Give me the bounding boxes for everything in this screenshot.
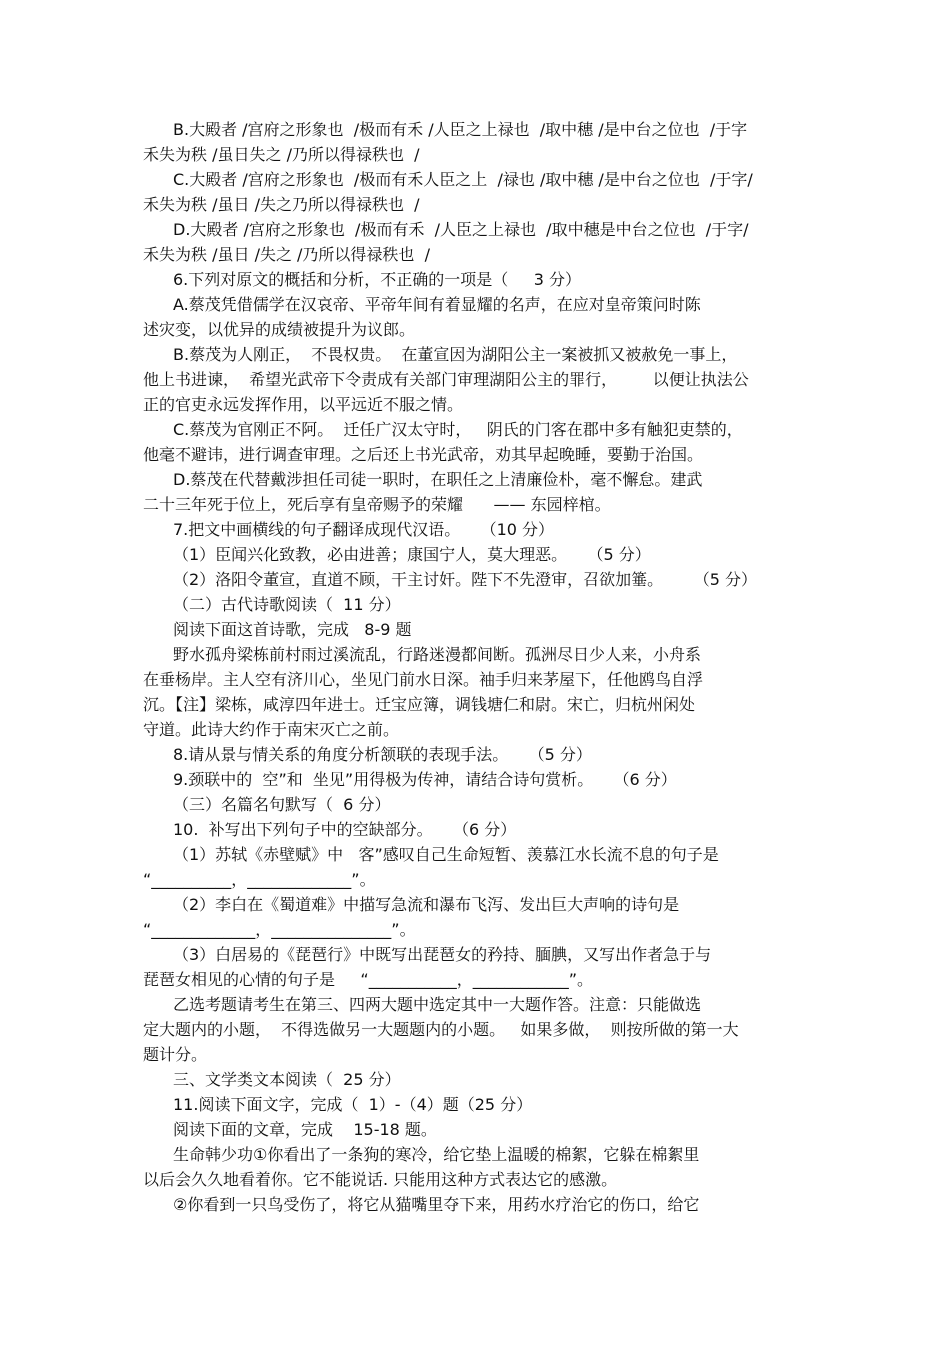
text-line: 题计分。 xyxy=(143,1045,208,1064)
passage-text: 以后会久久地看着你。它不能说话. 只能用这种方式表达它的感激。 xyxy=(143,1170,618,1189)
answer-blank: 琵琶女相见的心情的句子是 “___________，____________”。 xyxy=(143,970,594,989)
text-line: （2）李白在《蜀道难》中描写急流和瀑布飞泻、发出巨大声响的诗句是 xyxy=(173,895,680,914)
text-line: 禾失为秩 /虽日 /失之乃所以得禄秩也 / xyxy=(143,195,420,214)
question-6: 6.下列对原文的概括和分析，不正确的一项是（ 3 分） xyxy=(173,270,581,289)
passage-text: ②你看到一只鸟受伤了，将它从猫嘴里夺下来，用药水疗治它的伤口，给它 xyxy=(173,1195,700,1214)
answer-blank: “_____________，_______________”。 xyxy=(143,920,416,939)
question-8: 8.请从景与情关系的角度分析颔联的表现手法。 （5 分） xyxy=(173,745,592,764)
text-line: （3）白居易的《琵琶行》中既写出琵琶女的矜持、腼腆，又写出作者急于与 xyxy=(173,945,712,964)
text-line: B.大殿者 /宫府之形象也 /极而有禾 /人臣之上禄也 /取中穗 /是中台之位也 /于字 xyxy=(173,120,748,139)
text-line: 阅读下面的文章，完成 15-18 题。 xyxy=(173,1120,437,1139)
passage-text: 生命韩少功①你看出了一条狗的寒冷，给它垫上温暖的棉絮，它躲在棉絮里 xyxy=(173,1145,700,1164)
option-c: C.蔡茂为官刚正不阿。 迁任广汉太守时， 阴氏的门客在郡中多有触犯吏禁的， xyxy=(173,420,743,439)
text-line: （1）臣闻兴化致教，必由进善；康国宁人，莫大理恶。 （5 分） xyxy=(173,545,651,564)
text-line: （1）苏轼《赤壁赋》中 客”感叹自己生命短暂、羡慕江水长流不息的句子是 xyxy=(173,845,719,864)
option-a: A.蔡茂凭借儒学在汉哀帝、平帝年间有着显耀的名声，在应对皇帝策问时陈 xyxy=(173,295,701,314)
poem-text: 在垂杨岸。主人空有济川心，坐见门前水日深。袖手归来茅屋下，任他鸥鸟自浮 xyxy=(143,670,704,689)
question-10: 10. 补写出下列句子中的空缺部分。 （6 分） xyxy=(173,820,517,839)
text-line: 定大题内的小题， 不得选做另一大题题内的小题。 如果多做， 则按所做的第一大 xyxy=(143,1020,739,1039)
text-line: 正的官吏永远发挥作用，以平远近不服之情。 xyxy=(143,395,464,414)
text-line: 二十三年死于位上，死后享有皇帝赐予的荣耀 —— 东园梓棺。 xyxy=(143,495,611,514)
answer-blank: “__________，_____________”。 xyxy=(143,870,376,889)
section-heading: （三）名篇名句默写（ 6 分） xyxy=(173,795,391,814)
poem-text: 守道。此诗大约作于南宋灭亡之前。 xyxy=(143,720,400,739)
text-line: 乙选考题请考生在第三、四两大题中选定其中一大题作答。注意：只能做选 xyxy=(173,995,702,1014)
section-heading: 三、文学类文本阅读（ 25 分） xyxy=(173,1070,401,1089)
question-7: 7.把文中画横线的句子翻译成现代汉语。 （10 分） xyxy=(173,520,555,539)
text-line: 禾失为秩 /虽日 /失之 /乃所以得禄秩也 / xyxy=(143,245,430,264)
text-line: 述灾变，以优异的成绩被提升为议郎。 xyxy=(143,320,416,339)
poem-text: 沉。【注】梁栋，咸淳四年进士。迁宝应簿，调钱塘仁和尉。宋亡，归杭州闲处 xyxy=(143,695,696,714)
section-heading: （二）古代诗歌阅读（ 11 分） xyxy=(173,595,401,614)
text-line: D.大殿者 /宫府之形象也 /极而有禾 /人臣之上禄也 /取中穗是中台之位也 /于字/ xyxy=(173,220,749,239)
text-line: 阅读下面这首诗歌，完成 8-9 题 xyxy=(173,620,412,639)
text-line: 禾失为秩 /虽日失之 /乃所以得禄秩也 / xyxy=(143,145,420,164)
question-11: 11.阅读下面文字，完成（ 1）-（4）题（25 分） xyxy=(173,1095,533,1114)
text-line: 他上书进谏， 希望光武帝下令责成有关部门审理湖阳公主的罪行， 以便让执法公 xyxy=(143,370,749,389)
question-9: 9.颈联中的 空”和 坐见”用得极为传神，请结合诗句赏析。 （6 分） xyxy=(173,770,677,789)
text-line: （2）洛阳令董宣，直道不顾，干主讨奸。陛下不先澄审，召欲加箠。 （5 分） xyxy=(173,570,757,589)
text-line: C.大殿者 /宫府之形象也 /极而有禾人臣之上 /禄也 /取中穗 /是中台之位也 /于字/ xyxy=(173,170,753,189)
text-line: 他毫不避讳，进行调查审理。之后还上书光武帝，劝其早起晚睡，要勤于治国。 xyxy=(143,445,704,464)
poem-text: 野水孤舟梁栋前村雨过溪流乱，行路迷漫都间断。孤洲尽日少人来，小舟系 xyxy=(173,645,702,664)
option-d: D.蔡茂在代替戴涉担任司徒一职时，在职任之上清廉俭朴，毫不懈怠。建武 xyxy=(173,470,703,489)
option-b: B.蔡茂为人刚正， 不畏权贵。 在董宣因为湖阳公主一案被抓又被赦免一事上， xyxy=(173,345,738,364)
